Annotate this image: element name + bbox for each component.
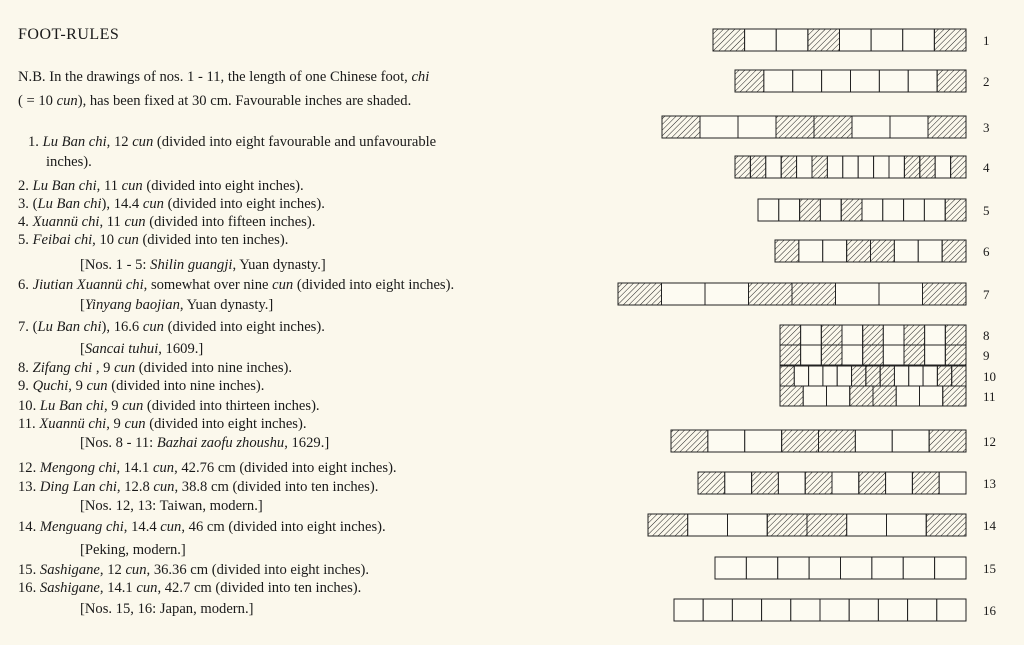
description-text: ), 14.4 <box>101 196 143 212</box>
rule-number-label: 12 <box>983 434 996 449</box>
favourable-inch-cell <box>775 240 799 262</box>
note-text: ), has been fixed at 30 cm. Favourable inches are shaded. <box>77 93 412 109</box>
inch-cell <box>762 599 791 621</box>
inch-cell <box>935 557 966 579</box>
favourable-inch-cell <box>780 366 794 386</box>
description-text: 4. <box>18 214 33 230</box>
foot-rule-13 <box>698 472 996 494</box>
favourable-inch-cell <box>873 386 896 406</box>
favourable-inch-cell <box>808 29 840 51</box>
inch-cell <box>887 514 927 536</box>
favourable-inch-cell <box>863 325 884 345</box>
rule-number-label: 4 <box>983 160 990 175</box>
favourable-inch-cell <box>852 366 866 386</box>
italic-term: Mengong chi <box>39 460 117 476</box>
favourable-inch-cell <box>945 199 966 221</box>
description-text: , 11 <box>96 178 122 194</box>
description-text: , 1629.] <box>284 435 330 451</box>
rule-number-label: 14 <box>983 518 996 533</box>
italic-term: cun <box>125 562 147 578</box>
description-text: (divided into thirteen inches). <box>143 398 320 414</box>
description-text: 6. <box>18 277 33 293</box>
description-text: 15. <box>18 562 40 578</box>
italic-term: cun <box>136 580 158 596</box>
italic-term: Lu Ban chi <box>39 398 104 414</box>
inch-cell <box>935 156 950 178</box>
inch-cell <box>728 514 768 536</box>
inch-cell <box>700 116 738 138</box>
inch-cell <box>855 430 892 452</box>
inch-cell <box>823 240 847 262</box>
foot-rule-6 <box>775 240 990 262</box>
description-text: , 42.7 cm (divided into ten inches). <box>157 580 362 596</box>
favourable-inch-cell <box>821 325 842 345</box>
inch-cell <box>925 345 946 365</box>
favourable-inch-cell <box>819 430 856 452</box>
inch-cell <box>837 366 851 386</box>
inch-cell <box>794 366 808 386</box>
inch-cell <box>738 116 776 138</box>
favourable-inch-cell <box>752 472 779 494</box>
description-text: 2. <box>18 178 33 194</box>
description-text: , somewhat over nine <box>143 277 273 293</box>
inch-cell <box>871 29 903 51</box>
inch-cell <box>715 557 746 579</box>
inch-cell <box>703 599 732 621</box>
description-text: 11. <box>18 416 40 432</box>
foot-rule-5 <box>758 199 990 221</box>
inch-cell <box>766 156 781 178</box>
inch-cell <box>883 325 904 345</box>
italic-term: Xuannü chi <box>32 214 100 230</box>
inch-cell <box>842 345 863 365</box>
inch-cell <box>923 366 937 386</box>
description-text: , 46 cm (divided into eight inches). <box>181 519 386 535</box>
inch-cell <box>820 199 841 221</box>
rule-number-label: 1 <box>983 33 990 48</box>
inch-cell <box>662 283 706 305</box>
description-text: ), 16.6 <box>101 319 143 335</box>
italic-term: Shilin guangji <box>150 257 233 273</box>
favourable-inch-cell <box>780 325 801 345</box>
inch-cell <box>840 29 872 51</box>
favourable-inch-cell <box>937 366 951 386</box>
italic-term: cun <box>117 232 139 248</box>
foot-rule-15 <box>715 557 996 579</box>
inch-cell <box>820 599 849 621</box>
favourable-inch-cell <box>735 70 764 92</box>
description-text: , 14.1 <box>99 580 137 596</box>
rule-number-label: 3 <box>983 120 990 135</box>
inch-cell <box>892 430 929 452</box>
note-text: N.B. In the drawings of nos. 1 - 11, the length of one Chinese foot, <box>18 69 412 85</box>
italic-term: Lu Ban chi <box>37 196 102 212</box>
favourable-inch-cell <box>871 240 895 262</box>
description-text: 16. <box>18 580 40 596</box>
description-text: 9. <box>18 378 33 394</box>
italic-term: cun <box>114 360 136 376</box>
italic-term: Feibai chi <box>32 232 93 248</box>
foot-rule-14 <box>648 514 997 536</box>
rule-number-label: 6 <box>983 244 990 259</box>
favourable-inch-cell <box>951 156 966 178</box>
inch-cell <box>924 199 945 221</box>
favourable-inch-cell <box>880 366 894 386</box>
description-text: , 14.1 <box>116 460 153 476</box>
favourable-inch-cell <box>863 345 884 365</box>
favourable-inch-cell <box>945 325 966 345</box>
rule-number-label: 7 <box>983 287 990 302</box>
favourable-inch-cell <box>920 156 935 178</box>
favourable-inch-cell <box>618 283 662 305</box>
italic-term: cun <box>124 214 146 230</box>
favourable-inch-cell <box>850 386 873 406</box>
description-text: , 42.76 cm (divided into eight inches). <box>174 460 397 476</box>
italic-term: cun <box>272 277 294 293</box>
inch-cell <box>890 116 928 138</box>
description-text: , 9 <box>68 378 87 394</box>
rule-number-label: 13 <box>983 476 996 491</box>
favourable-inch-cell <box>648 514 688 536</box>
foot-rule-4 <box>735 156 990 178</box>
description-text: (divided into fifteen inches). <box>145 214 316 230</box>
italic-term: Lu Ban chi <box>37 319 102 335</box>
italic-term: cun <box>152 460 175 476</box>
italic-term: Yinyang baojian <box>84 297 180 313</box>
description-text: , 12.8 <box>116 479 154 495</box>
italic-term: Ding Lan chi <box>39 479 117 495</box>
description-text: , 12 <box>106 134 133 150</box>
favourable-inch-cell <box>929 430 966 452</box>
italic-term: cun <box>132 134 154 150</box>
favourable-inch-cell <box>945 345 966 365</box>
description-text: (divided into eight inches). <box>145 416 307 432</box>
description-text: (divided into eight favourable and unfavourable <box>153 134 437 150</box>
italic-term: cun <box>153 479 175 495</box>
inch-cell <box>745 29 777 51</box>
inch-cell <box>745 430 782 452</box>
inch-cell <box>894 366 908 386</box>
description-text: 5. <box>18 232 33 248</box>
rule-number-label: 2 <box>983 74 990 89</box>
italic-term: Zifang chi <box>32 360 93 376</box>
foot-rule-8 <box>780 325 990 345</box>
description-text: , 9 <box>103 398 123 414</box>
italic-term: Sashigane <box>39 562 100 578</box>
inch-cell <box>823 366 837 386</box>
inch-cell <box>764 70 793 92</box>
favourable-inch-cell <box>943 386 966 406</box>
foot-rule-16 <box>674 599 997 621</box>
favourable-inch-cell <box>904 345 925 365</box>
favourable-inch-cell <box>847 240 871 262</box>
italic-term: Lu Ban chi <box>42 134 107 150</box>
inch-cell <box>778 557 809 579</box>
favourable-inch-cell <box>767 514 807 536</box>
inch-cell <box>732 599 761 621</box>
inch-cell <box>872 557 903 579</box>
description-text: 10. <box>18 398 40 414</box>
italic-term: cun <box>142 196 164 212</box>
italic-term: cun <box>124 416 146 432</box>
favourable-inch-cell <box>841 199 862 221</box>
favourable-inch-cell <box>942 240 966 262</box>
inch-cell <box>909 366 923 386</box>
inch-cell <box>886 472 913 494</box>
description-text: 3. ( <box>18 196 38 212</box>
favourable-inch-cell <box>782 430 819 452</box>
inch-cell <box>688 514 728 536</box>
inch-cell <box>879 283 923 305</box>
inch-cell <box>937 599 966 621</box>
description-text: [ <box>80 341 85 357</box>
favourable-inch-cell <box>859 472 886 494</box>
italic-term: cun <box>121 178 143 194</box>
italic-term: Sancai tuhui <box>84 341 159 357</box>
rule-number-label: 16 <box>983 603 996 618</box>
favourable-inch-cell <box>735 156 750 178</box>
inch-cell <box>851 70 880 92</box>
inch-cell <box>809 557 840 579</box>
inch-cell <box>852 116 890 138</box>
inch-cell <box>832 472 859 494</box>
favourable-inch-cell <box>671 430 708 452</box>
rule-number-label: 8 <box>983 328 990 343</box>
inch-cell <box>903 557 934 579</box>
inch-cell <box>674 599 703 621</box>
favourable-inch-cell <box>928 116 966 138</box>
inch-cell <box>889 156 904 178</box>
rule-number-label: 5 <box>983 203 990 218</box>
favourable-inch-cell <box>750 156 765 178</box>
inch-cell <box>903 29 935 51</box>
description-text: [Nos. 8 - 11: <box>80 435 157 451</box>
description-text: 7. ( <box>18 319 38 335</box>
inch-cell <box>894 240 918 262</box>
inch-cell <box>842 325 863 345</box>
inch-cell <box>849 599 878 621</box>
note-italic: cun <box>56 93 78 109</box>
favourable-inch-cell <box>814 116 852 138</box>
favourable-inch-cell <box>904 156 919 178</box>
inch-cell <box>822 70 851 92</box>
description-text: inches). <box>46 154 92 170</box>
description-text: 12. <box>18 460 40 476</box>
inch-cell <box>809 366 823 386</box>
inch-cell <box>836 283 880 305</box>
favourable-inch-cell <box>937 70 966 92</box>
description-text: 14. <box>18 519 40 535</box>
favourable-inch-cell <box>805 472 832 494</box>
foot-rule-12 <box>671 430 996 452</box>
description-text: , 14.4 <box>123 519 161 535</box>
description-text: 13. <box>18 479 40 495</box>
italic-term: Lu Ban chi <box>32 178 97 194</box>
inch-cell <box>918 240 942 262</box>
inch-cell <box>874 156 889 178</box>
favourable-inch-cell <box>807 514 847 536</box>
description-text: (divided into nine inches). <box>107 378 265 394</box>
inch-cell <box>758 199 779 221</box>
foot-rule-3 <box>662 116 990 138</box>
favourable-inch-cell <box>792 283 836 305</box>
favourable-inch-cell <box>821 345 842 365</box>
inch-cell <box>883 199 904 221</box>
inch-cell <box>801 345 822 365</box>
page-title: FOOT-RULES <box>18 26 120 43</box>
inch-cell <box>879 70 908 92</box>
italic-term: Quchi <box>32 378 69 394</box>
inch-cell <box>827 156 842 178</box>
inch-cell <box>803 386 826 406</box>
description-text: , Yuan dynasty.] <box>232 257 326 273</box>
description-text: (divided into eight inches). <box>293 277 455 293</box>
italic-term: Xuannü chi <box>39 416 107 432</box>
inch-cell <box>776 29 808 51</box>
description-text: , 38.8 cm (divided into ten inches). <box>174 479 379 495</box>
inch-cell <box>858 156 873 178</box>
favourable-inch-cell <box>713 29 745 51</box>
foot-rule-11 <box>780 386 996 406</box>
description-text: [Nos. 1 - 5: <box>80 257 151 273</box>
inch-cell <box>843 156 858 178</box>
favourable-inch-cell <box>749 283 793 305</box>
rule-number-label: 9 <box>983 348 990 363</box>
inch-cell <box>797 156 812 178</box>
inch-cell <box>847 514 887 536</box>
favourable-inch-cell <box>662 116 700 138</box>
description-text: [ <box>80 297 85 313</box>
italic-term: Jiutian Xuannü chi <box>32 277 144 293</box>
inch-cell <box>799 240 823 262</box>
note-italic: chi <box>411 69 430 85</box>
description-text: , 11 <box>99 214 125 230</box>
favourable-inch-cell <box>912 472 939 494</box>
inch-cell <box>896 386 919 406</box>
favourable-inch-cell <box>800 199 821 221</box>
inch-cell <box>908 70 937 92</box>
favourable-inch-cell <box>926 514 966 536</box>
description-text: , 12 <box>99 562 126 578</box>
inch-cell <box>725 472 752 494</box>
description-text: , 9 <box>92 360 115 376</box>
foot-rule-2 <box>735 70 990 92</box>
inch-cell <box>708 430 745 452</box>
italic-term: cun <box>160 519 182 535</box>
favourable-inch-cell <box>812 156 827 178</box>
inch-cell <box>779 199 800 221</box>
italic-term: cun <box>142 319 164 335</box>
favourable-inch-cell <box>952 366 966 386</box>
inch-cell <box>793 70 822 92</box>
favourable-inch-cell <box>934 29 966 51</box>
favourable-inch-cell <box>698 472 725 494</box>
description-text: (divided into eight inches). <box>163 196 325 212</box>
description-text: (divided into eight inches). <box>163 319 325 335</box>
foot-rule-10 <box>780 366 996 386</box>
inch-cell <box>862 199 883 221</box>
italic-term: cun <box>86 378 108 394</box>
inch-cell <box>705 283 749 305</box>
favourable-inch-cell <box>904 325 925 345</box>
rule-number-label: 11 <box>983 389 996 404</box>
note-text: ( = 10 <box>18 93 57 109</box>
italic-term: Sashigane <box>39 580 100 596</box>
description-text: , 9 <box>106 416 125 432</box>
foot-rule-9 <box>780 345 990 365</box>
inch-cell <box>801 325 822 345</box>
favourable-inch-cell <box>780 386 803 406</box>
description-text: , 1609.] <box>158 341 204 357</box>
inch-cell <box>920 386 943 406</box>
inch-cell <box>908 599 937 621</box>
foot-rule-7 <box>618 283 990 305</box>
favourable-inch-cell <box>776 116 814 138</box>
favourable-inch-cell <box>866 366 880 386</box>
foot-rule-1 <box>713 29 990 51</box>
favourable-inch-cell <box>923 283 967 305</box>
description-text: , 10 <box>92 232 118 248</box>
inch-cell <box>778 472 805 494</box>
description-text: , 36.36 cm (divided into eight inches). <box>146 562 370 578</box>
inch-cell <box>791 599 820 621</box>
rule-number-label: 10 <box>983 369 996 384</box>
inch-cell <box>904 199 925 221</box>
inch-cell <box>746 557 777 579</box>
inch-cell <box>939 472 966 494</box>
description-text: 1. <box>28 134 43 150</box>
description-text: [Nos. 15, 16: Japan, modern.] <box>80 601 254 617</box>
description-text: (divided into ten inches). <box>138 232 289 248</box>
inch-cell <box>883 345 904 365</box>
inch-cell <box>827 386 850 406</box>
italic-term: Menguang chi <box>39 519 124 535</box>
description-text: , Yuan dynasty.] <box>179 297 274 313</box>
description-text: [Peking, modern.] <box>80 542 186 558</box>
favourable-inch-cell <box>780 345 801 365</box>
favourable-inch-cell <box>781 156 796 178</box>
description-text: 8. <box>18 360 33 376</box>
description-text: (divided into nine inches). <box>135 360 293 376</box>
description-text: [Nos. 12, 13: Taiwan, modern.] <box>80 498 263 514</box>
inch-cell <box>878 599 907 621</box>
inch-cell <box>925 325 946 345</box>
rule-number-label: 15 <box>983 561 996 576</box>
italic-term: Bazhai zaofu zhoushu <box>156 435 285 451</box>
inch-cell <box>841 557 872 579</box>
italic-term: cun <box>122 398 144 414</box>
description-text: (divided into eight inches). <box>142 178 304 194</box>
